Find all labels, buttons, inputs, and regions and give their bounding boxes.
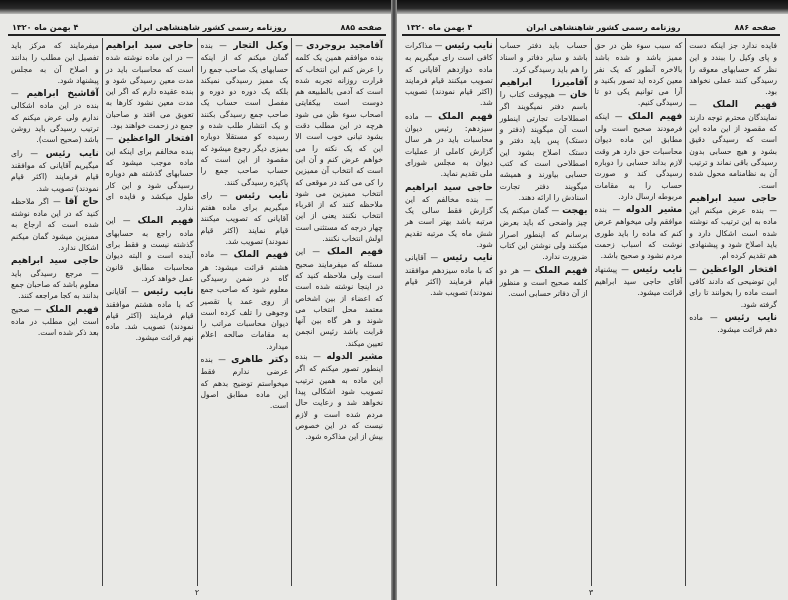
header-rule [402, 34, 780, 36]
column [496, 38, 591, 586]
paragraph-text: حساب باید دفتر حساب باشد و سایر دفاتر و اسناد را هم باید رسیدگی کرد. [499, 41, 588, 74]
column [102, 38, 197, 586]
speaker-name: فهیم الملک [628, 111, 683, 122]
paragraph [106, 133, 194, 213]
speaker-name: نایب رئیس [632, 264, 683, 275]
paragraph-text: — بنده در این ماده اشکالی ندارم ولی عرض میکنم که ترتیب رسیدگی باید روشن باشد (صحیح است). [11, 89, 99, 145]
paragraph [201, 249, 289, 352]
paragraph [11, 40, 99, 86]
paragraph-text: — ماده دهم قرائت میشود. [689, 312, 777, 335]
column [402, 38, 496, 586]
page-number: صفحه ۸۸۵ [340, 23, 382, 32]
column [685, 38, 780, 586]
paragraph [595, 264, 683, 299]
speaker-name: افتخار الواعظین [118, 134, 194, 145]
paragraph-text: — مذاکرات کافی است رای میگیریم به ماده دوازدهم آقایانی که تصویب میکنند قیام فرمایند (اکثر قیام نمودند) تصویب شد. [405, 41, 493, 108]
paragraph [689, 40, 777, 97]
paragraph-text: — اگر ملاحظه کنید که در این ماده نوشته شده است که ارجاع به ممیزین میشود گمان میکنم اشکال ندارد. [11, 196, 99, 253]
paragraph [11, 88, 99, 145]
column [591, 38, 686, 586]
paragraph [689, 99, 777, 190]
paragraph [595, 111, 683, 202]
paragraph [500, 205, 588, 262]
paragraph [106, 40, 194, 131]
page-gutter [391, 0, 397, 600]
page-number: صفحه ۸۸۶ [734, 23, 776, 32]
speaker-name: حاجی سید ابراهیم [11, 256, 99, 267]
speaker-name: افتخار الواعظین [701, 264, 777, 275]
paragraph-text: — بنده مخالفم برای اینکه این ماده موجب میشود که حسابهای گذشته هم دوباره رسیدگی شود و این کار طول میکشد و فایده ای ندارد. [105, 134, 194, 213]
speaker-name: فهیم الملک [438, 111, 493, 122]
paragraph-text: — هیچوقت کتاب را باسم دفتر نمیگویند اگر اصطلاحات تجارتی اینطور است آن میگویند (دفتر و دستک) پس باید دفتر و دستک اصلاح بشود این اصطلاحی است که کتب حسابی بیاورند و همیشه میگویند دفتر تجارت اسنادش را ارائه دهند. [499, 90, 588, 202]
paragraph [201, 354, 289, 411]
speaker-name: مشیر الدوله [326, 352, 383, 363]
column [291, 38, 386, 586]
speaker-name: نایب رئیس [724, 312, 778, 323]
paragraph-text: — اینکه فرمودند صحیح است ولی مطابق این ماده دیوان محاسبات حق دارد هر وقت لازم بداند حسابی را دوباره رسیدگی کند و صورت حساب را به مقامات مربوطه ارسال دارد. [594, 111, 683, 201]
paragraph-text: — بنده گمان میکنم که از اینکه حسابهای یک صاحب جمع را یک ممیز رسیدگی نمیکند بلکه یک دوره دو دوره و مفصل است حساب یک صاحب جمع رسیدگی بکنند و یک انتشار طلب شده و رسیده کو مستقلا دوباره بمیزی دیگر رجوع میشود که مقصود از این است که حساب صاحب جمع را پاکیزه رسیدگی کنند. [200, 41, 289, 187]
paragraph-text: — این مسئله که میفرمایند صحیح است ولی ملاحظه کنید که در اینجا نوشته شده است که اعضاء از بین اشخاص معتمد محل انتخاب می شوند و هر گاه بین آنها قرابت باشد رئیس انجمن تعیین میکند. [295, 247, 383, 348]
paragraph [11, 148, 99, 194]
speaker-name: وکیل التجار [233, 41, 289, 51]
paragraph-text: — بنده عرض میکنم این ماده به این ترتیب که نوشته شده است اشکال دارد و باید اصلاح شود و پیشنهادی هم تقدیم کرده ام. [689, 206, 777, 261]
paragraph [11, 255, 99, 301]
paragraph [405, 182, 493, 251]
paragraph [295, 351, 383, 442]
paragraph [500, 40, 588, 75]
speaker-name: دکتر طاهری [231, 355, 289, 366]
paragraph-text: — بنده مخالفم که این گزارش فقط سالی یک مرتبه باشد بهتر است هر شش ماه یک مرتبه تقدیم شود. [405, 194, 493, 250]
paragraph [405, 40, 493, 109]
speaker-name: نایب رئیس [442, 253, 493, 264]
speaker-name: نایب رئیس [143, 287, 194, 298]
folio: ۳ [588, 588, 594, 597]
speaker-name: فهیم الملک [45, 304, 99, 315]
speaker-name: حاجی سید ابراهیم [689, 193, 777, 204]
speaker-name: آقامجید بروجردی [306, 41, 383, 51]
speaker-name: فهیم الملک [233, 250, 289, 261]
paragraph [405, 252, 493, 298]
gazette-title: روزنامه رسمی کشور شاهنشاهی ایران [526, 23, 681, 32]
speaker-name: فهیم الملک [327, 247, 383, 258]
speaker-name: آقامیرزا ابراهیم خان [499, 77, 588, 101]
paragraph-text: — رای میگیریم آقایانی که موافقند قیام فرمایند (اکثر قیام نمودند) تصویب شد. [11, 148, 99, 193]
paragraph-text: — آقایانی که با ماده سیزدهم موافقند قیام فرمایند (اکثر قیام نمودند) تصویب شد. [405, 253, 493, 298]
paragraph-text: — مرجع رسیدگی باید معلوم باشد که صاحبان جمع بدانند به کجا مراجعه کنند. [10, 268, 99, 301]
paragraph-text: — نمایندگان محترم توجه دارند که مقصود از این ماده این است که رسیدگی دقیق بشود و هیچ حسابی بدون رسیدگی باقی نماند و ترتیب آن به نظامنامه محول شده است. [689, 100, 777, 190]
paragraph-text: — ماده هشتم قرائت میشود: هر گاه در ضمن رسیدگی معلوم شود که صاحب جمع از روی عمد یا تقصیر وجوهی را تلف کرده است دیوان محاسبات مراتب را به مقامات صالحه اعلام میدارد. [200, 250, 289, 351]
speaker-name: حاج آقا [65, 196, 99, 207]
paragraph [201, 40, 289, 188]
paragraph-text: — بنده اینطور تصور میکنم که اگر این ماده به همین ترتیب تصویب شود اشکالی پیدا نخواهد شد و رعایت حال مردم شده است و لازم نیست که در این خصوص بیش از این مذاکره شود. [295, 352, 383, 442]
paragraph-text: — بنده موافقم ولی میخواهم عرض کنم که ماده را باید طوری نوشت که اسباب زحمت مردم نشود و صحیح باشد. [594, 205, 683, 261]
paragraph [689, 193, 777, 262]
paragraph [405, 111, 493, 180]
folio: ۲ [194, 588, 200, 597]
paragraph-text: — گمان میکنم یک چیز واضحی که باید بعرض برسانم که اینطور اصرار میکنند ولی نوشتن این کتاب ضرورت ندارد. [499, 206, 588, 262]
paragraph [595, 40, 683, 109]
speaker-name: آقاشیخ ابراهیم [26, 89, 99, 100]
running-head [4, 14, 390, 32]
paragraph-text: — آقایانی که با ماده هشتم موافقند قیام فرمایند (اکثر قیام نمودند) تصویب شد. ماده نهم قرائت میشود. [105, 287, 194, 343]
paragraph-text: — صحیح است این مطلب در ماده بعد ذکر شده است. [11, 304, 99, 338]
paragraph [595, 204, 683, 261]
paragraph-text: — هر دو کلمه صحیح است و منظور از آن دفاتر حسابی است. [499, 265, 588, 299]
paragraph [106, 215, 194, 284]
paragraph [689, 312, 777, 336]
paragraph [11, 196, 99, 253]
speaker-name: حاجی سید ابراهیم [105, 41, 194, 51]
speaker-name: فهیم الملک [534, 265, 588, 276]
paragraph-text: — بنده عرضی ندارم فقط میخواستم توضیح بدهم که این ماده مطابق اصول است. [200, 355, 289, 411]
column [8, 38, 102, 586]
paragraph [295, 246, 383, 349]
paragraph-text: میفرمایند که مرکز باید تفصیل این مطلب را بدانند و اصلاح آن به مجلس پیشنهاد شود. [11, 41, 99, 85]
speaker-name: نایب رئیس [45, 148, 99, 159]
paragraph-text: — این ماده راجع به حسابهای گذشته نیست و فقط برای آینده است و البته دیوان محاسبات مطابق قانون عمل خواهد کرد. [105, 216, 194, 283]
paragraph-text: — ماده سیزدهم: رئیس دیوان محاسبات باید در هر سال گزارش کاملی از عملیات دیوان به مجلس شورای ملی تقدیم نماید. [405, 111, 493, 179]
text-columns [398, 38, 784, 586]
page-885 [4, 14, 390, 600]
paragraph-text: — رای میگیریم برای ماده هفتم آقایانی که تصویب میکنند قیام نمایند (اکثر قیام نمودند) تصویب شد. [200, 190, 289, 247]
paragraph [295, 40, 383, 244]
speaker-name: فهیم الملک [712, 100, 777, 111]
column [197, 38, 292, 586]
speaker-name: بهجت [562, 206, 588, 217]
speaker-name: نایب رئیس [235, 190, 289, 201]
paragraph-text: — در این ماده نوشته شده است که محاسبات باید در مدت معین رسیدگی شود و بنده عقیده دارم که اگر این مدت معین نشود کارها به تعویق می افتد و صاحبان جمع در زحمت خواهند بود. [105, 53, 194, 131]
running-head [398, 14, 784, 32]
speaker-name: نایب رئیس [444, 41, 493, 51]
paragraph [11, 304, 99, 339]
speaker-name: مشیر الدوله [625, 205, 683, 216]
paragraph-text: که سبب سوء ظن در حق ممیز باشد و شده باشد بالاخره آنطور که یک نفر معین کرده اید تصور بکنید و آرا می توانیم یکی دو تا رسیدگی کنیم. [594, 41, 683, 108]
gazette-title: روزنامه رسمی کشور شاهنشاهی ایران [132, 23, 287, 32]
paragraph-text: — بنده موافقم همین یک کلمه را عرض کنم این انتخاب که قرارت روزانه تجربه شده است که آدمی بالطبیعه هم دوست است بیکفایتی اصحاب سوء ظن می شود هرچه در این مطلب دقت بشود تبانی خوب است الا این که یک نکته را می خواهم عرض کنم و آن این است که انتخاب آن ممیزین را کی می کند در موقعی که انتخاب ممیزین می شود ملاحظه کنند که از اقرباء انتخاب نکنند یعنی از این چهار درجه که مستثنی است اولش انتخاب نکنند. [295, 41, 383, 244]
issue-date: ۴ بهمن ماه ۱۳۲۰ [12, 23, 79, 32]
page-886 [398, 14, 784, 600]
paragraph [201, 190, 289, 247]
speaker-name: فهیم الملک [137, 216, 194, 227]
paragraph-text: — این توضیحی که دادند کافی است ماده را بخوانند تا رای گرفته شود. [689, 264, 777, 309]
paragraph-text: — پیشنهاد آقای حاجی سید ابراهیم قرائت میشود. [594, 264, 683, 298]
paragraph [500, 265, 588, 300]
header-rule [8, 34, 386, 36]
paragraph [500, 77, 588, 203]
text-columns [4, 38, 390, 586]
issue-date: ۴ بهمن ماه ۱۳۲۰ [406, 23, 473, 32]
paragraph [689, 264, 777, 310]
speaker-name: حاجی سید ابراهیم [405, 182, 493, 193]
paragraph-text: فایده ندارد جز اینکه دست و پای وکیل را ببندد و این نظر که حسابهای معوقه را رسیدگی کنند عملی نخواهد بود. [689, 41, 777, 97]
paragraph [106, 286, 194, 343]
